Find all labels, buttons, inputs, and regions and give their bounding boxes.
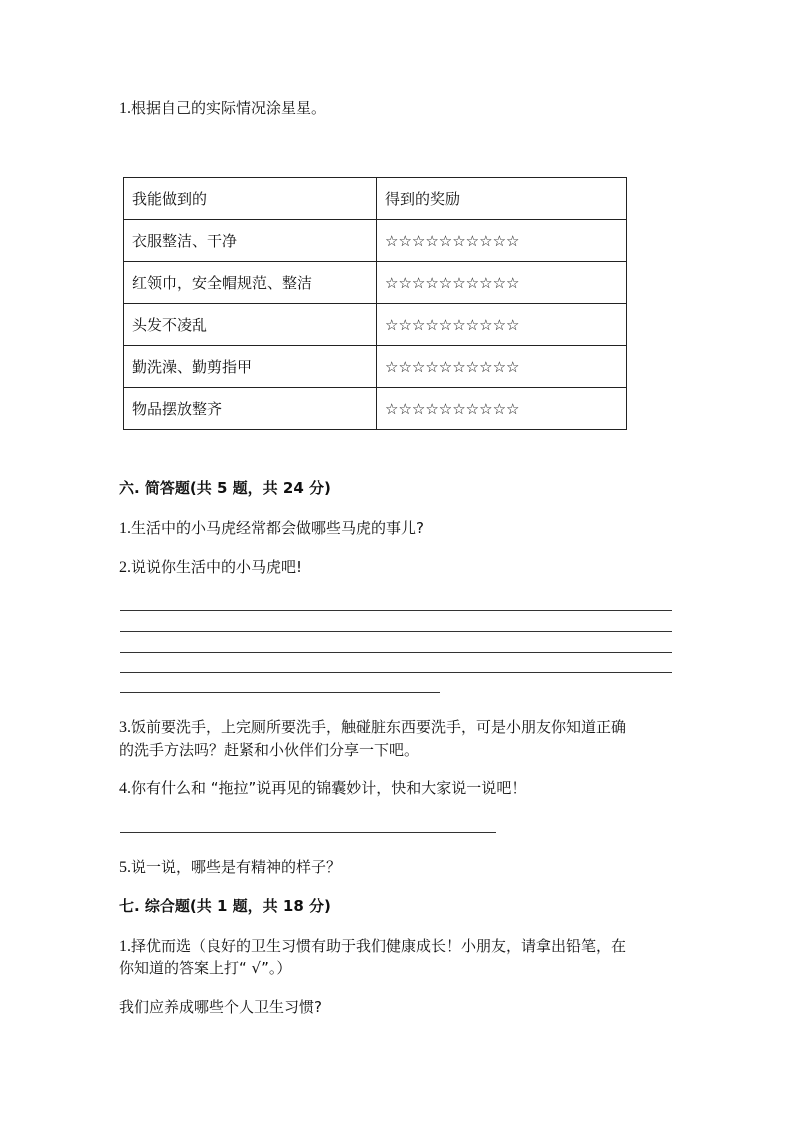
question-text: 说说你生活中的小马虎吧! [131, 558, 303, 576]
section-7-question-1 [119, 935, 626, 956]
table-row [124, 220, 627, 262]
answer-line[interactable] [120, 652, 672, 653]
section-6-question-3 [119, 716, 626, 737]
stars-cell[interactable]: ☆☆☆☆☆☆☆☆☆☆ [377, 346, 627, 388]
stars-cell[interactable]: ☆☆☆☆☆☆☆☆☆☆ [377, 220, 627, 262]
answer-line[interactable] [120, 610, 672, 611]
question-number: 2. [119, 559, 131, 576]
table-row [124, 262, 627, 304]
question-text: 说一说，哪些是有精神的样子？ [131, 858, 342, 876]
section-7-question-1-continued: 你知道的答案上打“ √”。） [119, 959, 292, 977]
section-6-question-2 [119, 556, 302, 577]
question-number: 4. [119, 780, 131, 797]
question-number: 5. [119, 859, 131, 876]
star-rating-table [123, 177, 627, 430]
question-text: 根据自己的实际情况涂星星。 [131, 99, 327, 117]
section-7-heading: 七. 综合题(共 1 题，共 18 分) [119, 897, 331, 915]
table-header-cell: 我能做到的 [124, 178, 377, 220]
question-text: 生活中的小马虎经常都会做哪些马虎的事儿? [131, 519, 424, 537]
table-row [124, 388, 627, 430]
question-1 [119, 97, 326, 118]
stars-cell[interactable]: ☆☆☆☆☆☆☆☆☆☆ [377, 388, 627, 430]
answer-line[interactable] [120, 832, 496, 833]
question-text: 你有什么和 “拖拉”说再见的锦囊妙计，快和大家说一说吧！ [131, 779, 527, 797]
question-number: 1. [119, 520, 131, 537]
section-6-question-4 [119, 777, 526, 798]
section-6-heading: 六. 简答题(共 5 题，共 24 分) [119, 479, 331, 497]
question-text-line-1: 择优而选（良好的卫生习惯有助于我们健康成长！小朋友，请拿出铅笔，在 [131, 937, 627, 955]
behavior-cell: 头发不凌乱 [124, 304, 377, 346]
section-6-question-3-continued: 的洗手方法吗？赶紧和小伙伴们分享一下吧。 [119, 741, 420, 759]
stars-cell[interactable]: ☆☆☆☆☆☆☆☆☆☆ [377, 304, 627, 346]
question-number: 1. [119, 938, 131, 955]
answer-line[interactable] [120, 672, 672, 673]
behavior-cell: 红领巾，安全帽规范、整洁 [124, 262, 377, 304]
question-number: 1. [119, 100, 131, 117]
section-6-question-5 [119, 856, 341, 877]
table-header-cell: 得到的奖励 [377, 178, 627, 220]
answer-line[interactable] [120, 631, 672, 632]
section-7-subquestion: 我们应养成哪些个人卫生习惯? [119, 998, 322, 1016]
behavior-cell: 勤洗澡、勤剪指甲 [124, 346, 377, 388]
table-row [124, 346, 627, 388]
question-number: 3. [119, 719, 131, 736]
table-header-row [124, 178, 627, 220]
table-row [124, 304, 627, 346]
stars-cell[interactable]: ☆☆☆☆☆☆☆☆☆☆ [377, 262, 627, 304]
section-6-question-1 [119, 517, 424, 538]
behavior-cell: 物品摆放整齐 [124, 388, 377, 430]
behavior-cell: 衣服整洁、干净 [124, 220, 377, 262]
answer-line[interactable] [120, 692, 440, 693]
question-text-line-1: 饭前要洗手，上完厕所要洗手，触碰脏东西要洗手，可是小朋友你知道正确 [131, 718, 627, 736]
